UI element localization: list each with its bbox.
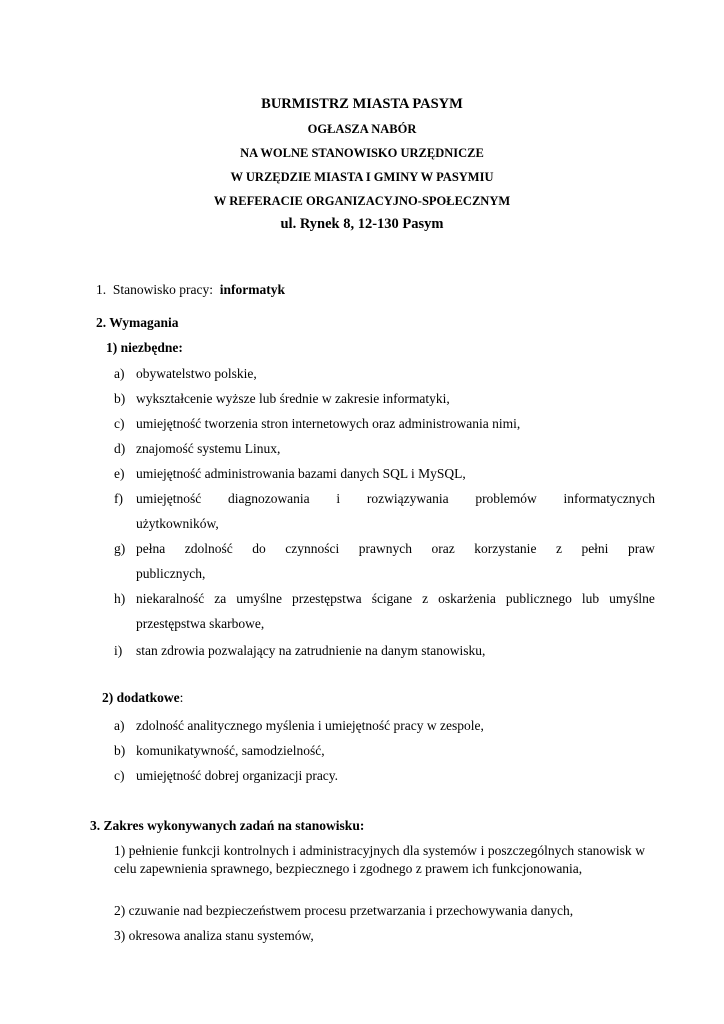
section2-title: 2. Wymagania — [96, 315, 179, 330]
section1-line — [96, 282, 285, 298]
section1-value: informatyk — [219, 282, 285, 297]
required-item-word: czynności — [285, 541, 340, 556]
required-item-label: g) — [114, 541, 126, 556]
additional-colon: : — [179, 690, 184, 705]
required-item-word: informatycznych — [563, 491, 655, 506]
required-item-word: problemów — [475, 491, 537, 506]
section1-label: Stanowisko pracy: — [112, 282, 213, 297]
required-item-text-line1 — [136, 491, 655, 507]
required-item-label: b) — [114, 391, 126, 406]
required-item-word: rozwiązywania — [366, 491, 449, 506]
header-address: ul. Rynek 8, 12-130 Pasym — [280, 216, 444, 232]
header-office: W URZĘDZIE MIASTA I GMINY W PASYMIU — [230, 170, 494, 184]
required-item-word: publicznego — [505, 591, 572, 606]
required-item-text-line1 — [136, 591, 655, 607]
required-item-word: przestępstwa — [291, 591, 362, 606]
required-item-word: diagnozowania — [227, 491, 310, 506]
required-item-label: c) — [114, 416, 125, 431]
header-position: NA WOLNE STANOWISKO URZĘDNICZE — [240, 146, 484, 160]
required-item-text: obywatelstwo polskie, — [136, 366, 257, 381]
header-department: W REFERACIE ORGANIZACYJNO-SPOŁECZNYM — [213, 194, 511, 208]
additional-item-text: umiejętność dobrej organizacji pracy. — [136, 768, 339, 783]
additional-title: 2) dodatkowe — [102, 690, 180, 705]
additional-item-text: komunikatywność, samodzielność, — [136, 743, 325, 758]
additional-item-label: c) — [114, 768, 125, 783]
required-item-text: stan zdrowia pozwalający na zatrudnienie na danym stanowisku, — [136, 643, 486, 658]
required-item-word: z — [555, 541, 562, 556]
additional-item-label: a) — [114, 718, 125, 733]
required-item-word: z — [422, 591, 429, 606]
required-item-word: za — [214, 591, 227, 606]
required-item-word: zdolność — [184, 541, 233, 556]
required-item-text: znajomość systemu Linux, — [136, 441, 281, 456]
required-item-label: a) — [114, 366, 125, 381]
section3-item-3: 3) okresowa analiza stanu systemów, — [114, 928, 314, 943]
header-announcement: OGŁASZA NABÓR — [307, 122, 417, 136]
section3-item-2: 2) czuwanie nad bezpieczeństwem procesu przetwarzania i przechowywania danych, — [114, 903, 574, 918]
required-item-word: umyślne — [609, 591, 655, 606]
required-item-word: do — [252, 541, 266, 556]
required-item-word: praw — [627, 541, 655, 556]
required-item-word: niekaralność — [136, 591, 205, 606]
required-item-word: lub — [581, 591, 600, 606]
required-item-label: i) — [114, 643, 123, 658]
required-item-label: e) — [114, 466, 125, 481]
additional-item-text: zdolność analitycznego myślenia i umiejętność pracy w zespole, — [136, 718, 484, 733]
section1-number: 1. — [96, 282, 107, 297]
required-item-word: umyślne — [236, 591, 282, 606]
required-item-label: h) — [114, 591, 126, 606]
required-item-text: umiejętność administrowania bazami danych SQL i MySQL, — [136, 466, 466, 481]
required-item-text-line2: przestępstwa skarbowe, — [136, 616, 265, 631]
required-item-word: umiejętność — [136, 491, 202, 506]
required-item-text-line2: użytkowników, — [136, 516, 219, 531]
required-item-word: pełna — [136, 541, 166, 556]
required-item-text: wykształcenie wyższe lub średnie w zakresie informatyki, — [136, 391, 450, 406]
required-item-word: pełni — [581, 541, 609, 556]
required-item-word: prawnych — [358, 541, 412, 556]
required-item-label: f) — [114, 491, 123, 506]
additional-item-label: b) — [114, 743, 126, 758]
required-title: 1) niezbędne: — [106, 340, 183, 355]
required-item-text: umiejętność tworzenia stron internetowych oraz administrowania nimi, — [136, 416, 521, 431]
additional-title-line — [102, 690, 183, 706]
required-item-text-line1 — [136, 541, 655, 557]
required-item-text-line2: publicznych, — [136, 566, 206, 581]
header-title: BURMISTRZ MIASTA PASYM — [261, 96, 463, 112]
required-item-word: ścigane — [371, 591, 413, 606]
required-item-word: i — [336, 491, 341, 506]
section3-title: 3. Zakres wykonywanych zadań na stanowisku: — [90, 818, 365, 833]
required-item-word: korzystanie — [474, 541, 537, 556]
section3-item-1: 1) pełnienie funkcji kontrolnych i administracyjnych dla systemów i poszczególnych stanowisk w celu zapewnienia sprawnego, bezpiecznego i zgodnego z prawem ich funkcjonowania, — [114, 843, 645, 876]
required-item-word: oraz — [431, 541, 455, 556]
required-item-word: oskarżenia — [438, 591, 496, 606]
required-item-label: d) — [114, 441, 126, 456]
